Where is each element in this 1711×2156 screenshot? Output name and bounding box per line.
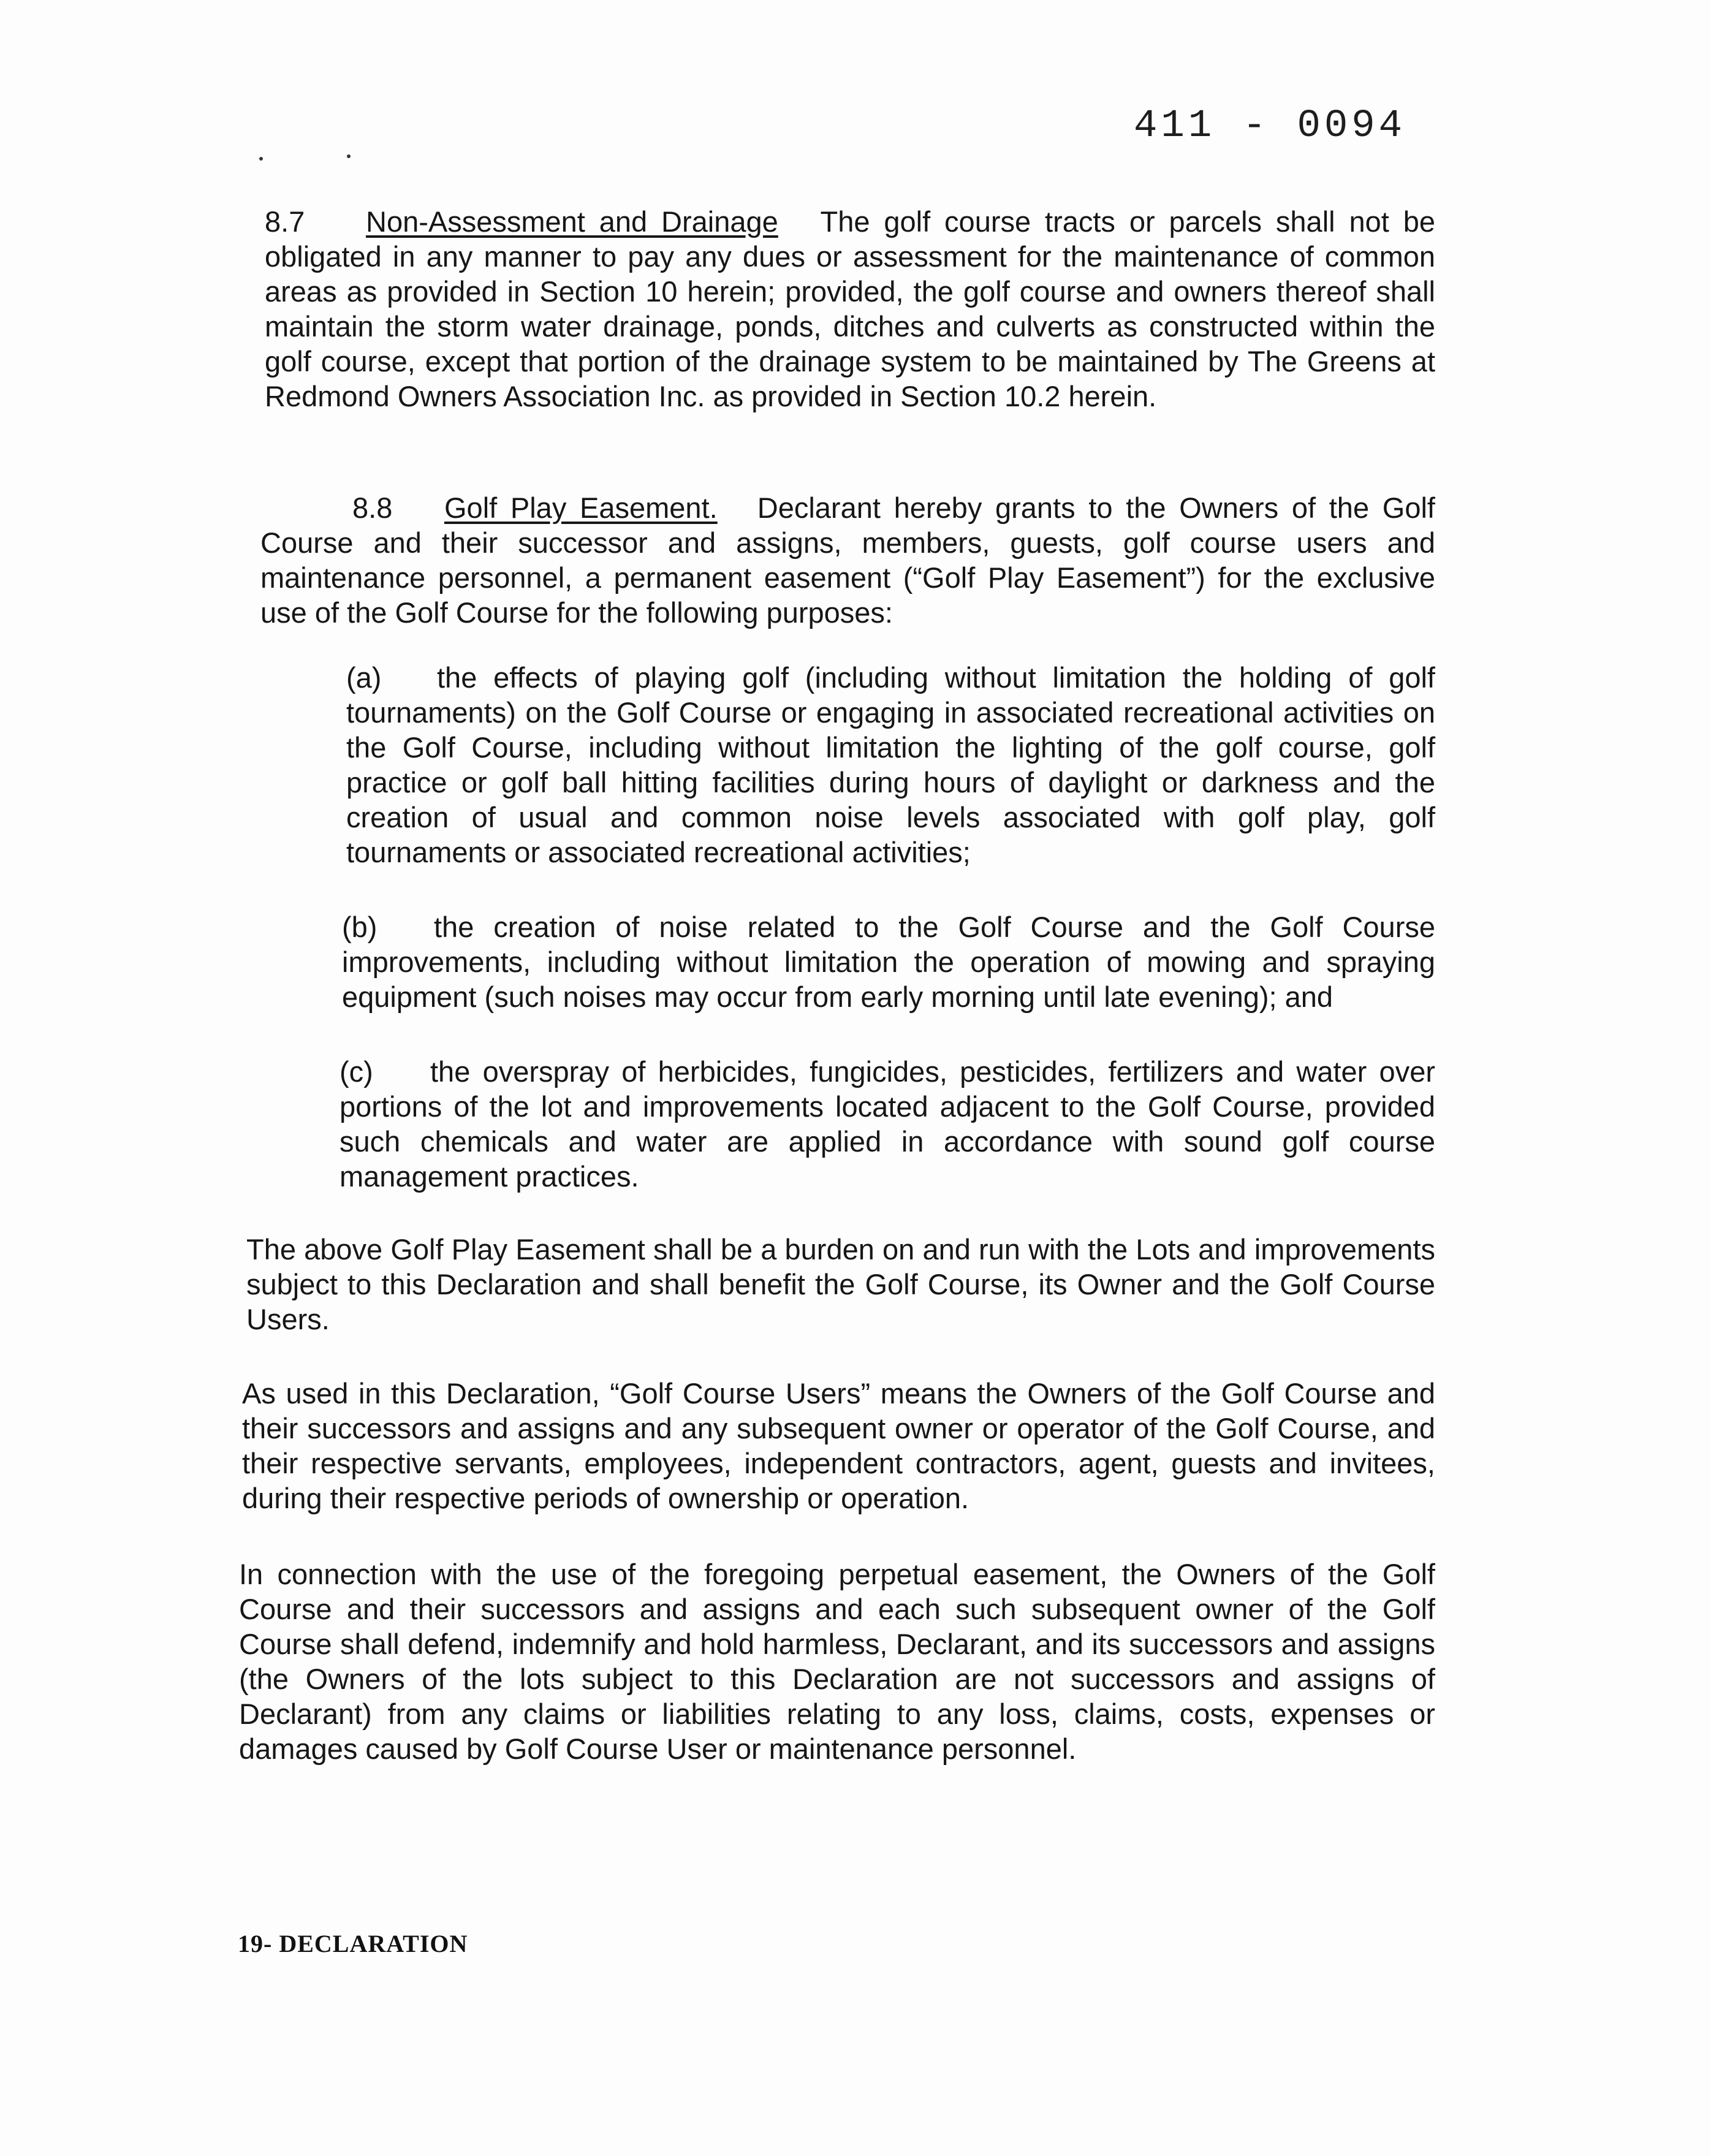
section-8-8 xyxy=(260,490,1435,630)
list-item-a xyxy=(346,660,1435,870)
section-8-7 xyxy=(265,204,1435,414)
section-heading: Golf Play Easement. xyxy=(444,492,718,524)
section-text: Declarant hereby grants to the Owners of the Golf Course and their successor and assigns, members, guests, golf course users and maintenance personnel, a permanent easement (“Golf Play Easement”) for the exclusive use of the Golf Course for the following purposes: xyxy=(260,492,1435,629)
list-item-c xyxy=(340,1054,1435,1194)
item-text: the effects of playing golf (including without limitation the holding of golf tournaments) on the Golf Course or engaging in associated recreational activities on the Golf Course, including without limitation the lighting of the golf course, golf practice or golf ball hitting facilities during hours of daylight or darkness and the creation of usual and common noise levels associated with golf play, golf tournaments or associated recreational activities; xyxy=(346,661,1435,868)
section-text: The golf course tracts or parcels shall not be obligated in any manner to pay any dues or assessment for the maintenance of common areas as provided in Section 10 herein; provided, the golf course and owners thereof shall maintain the storm water drainage, ponds, ditches and culverts as constructed within the golf course, except that portion of the drainage system to be maintained by The Greens at Redmond Owners Association Inc. as provided in Section 10.2 herein. xyxy=(265,205,1435,412)
item-text: the creation of noise related to the Golf Course and the Golf Course improvements, including without limitation the operation of mowing and spraying equipment (such noises may occur from early morning until late evening); and xyxy=(342,911,1435,1013)
scan-speck xyxy=(259,157,263,161)
item-label: (b) xyxy=(342,911,377,943)
section-number: 8.7 xyxy=(265,205,305,238)
page-stamp: 411 - 0094 xyxy=(1134,104,1406,148)
section-heading: Non-Assessment and Drainage xyxy=(366,205,778,238)
item-label: (a) xyxy=(346,661,382,694)
paragraph: In connection with the use of the foregoing perpetual easement, the Owners of the Golf Course and their successors and assigns and each such subsequent owner of the Golf Course shall defend, indemnify and hold harmless, Declarant, and its successors and assigns (the Owners of the lots subject to this Declaration are not successors and assigns of Declarant) from any claims or liabilities relating to any loss, claims, costs, expenses or damages caused by Golf Course User or maintenance personnel. xyxy=(239,1558,1435,1765)
paragraph: As used in this Declaration, “Golf Course Users” means the Owners of the Golf Course and their successors and assigns and any subsequent owner or operator of the Golf Course, and their respective servants, employees, independent contractors, agent, guests and invitees, during their respective periods of ownership or operation. xyxy=(242,1377,1435,1514)
page-footer: 19- DECLARATION xyxy=(238,1930,468,1957)
item-text: the overspray of herbicides, fungicides, pesticides, fertilizers and water over portions of the lot and improvements located adjacent to the Golf Course, provided such chemicals and water are applied in accordance with sound golf course management practices. xyxy=(340,1055,1435,1193)
section-number: 8.8 xyxy=(352,492,393,524)
item-label: (c) xyxy=(340,1055,373,1088)
scan-speck xyxy=(347,154,351,158)
list-item-b xyxy=(342,909,1435,1014)
paragraph: The above Golf Play Easement shall be a burden on and run with the Lots and improvements subject to this Declaration and shall benefit the Golf Course, its Owner and the Golf Course Users. xyxy=(246,1233,1435,1335)
